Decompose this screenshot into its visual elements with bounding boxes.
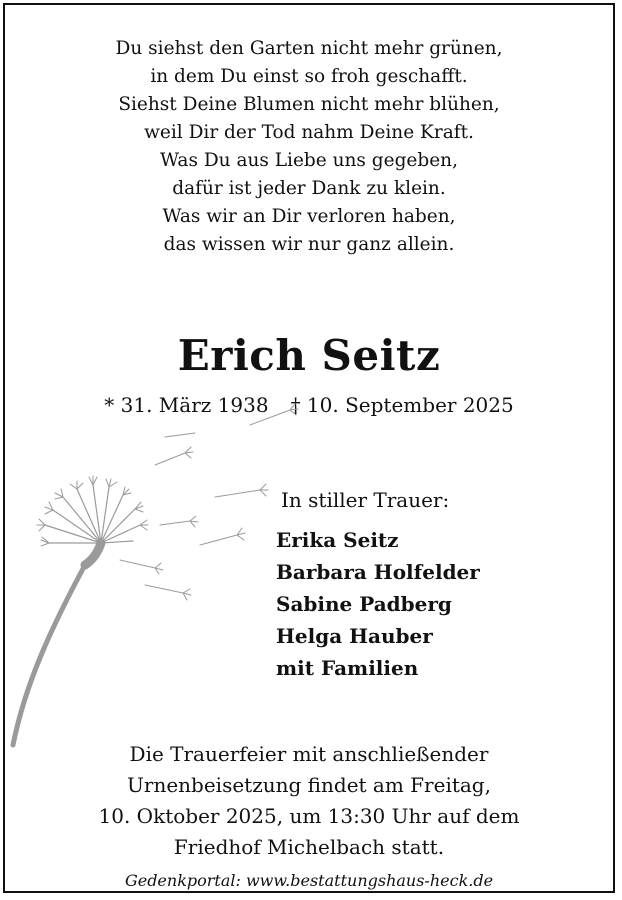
mourner-name: Sabine Padberg: [276, 592, 452, 616]
mourner-name: mit Familien: [276, 656, 419, 680]
poem-line: weil Dir der Tod nahm Deine Kraft.: [144, 122, 474, 143]
service-line: Urnenbeisetzung findet am Freitag,: [127, 773, 491, 797]
service-line: Friedhof Michelbach statt.: [173, 835, 445, 859]
mourner-name: Helga Hauber: [276, 624, 433, 648]
mourner-list: [276, 524, 480, 684]
obituary-notice: [3, 3, 615, 893]
poem-line: in dem Du einst so froh geschafft.: [150, 66, 468, 87]
mourner-name: Barbara Holfelder: [276, 560, 480, 584]
service-details: [5, 739, 613, 863]
service-line: Die Trauerfeier mit anschließender: [129, 742, 489, 766]
poem-line: das wissen wir nur ganz allein.: [163, 234, 455, 255]
deceased-name: Erich Seitz: [177, 331, 441, 380]
mourner-name: Erika Seitz: [276, 528, 399, 552]
poem: [5, 35, 613, 259]
mourning-heading: In stiller Trauer:: [281, 488, 450, 512]
poem-line: Siehst Deine Blumen nicht mehr blühen,: [118, 94, 500, 115]
birth-date: * 31. März 1938: [104, 393, 269, 417]
dandelion-illustration: [5, 385, 305, 755]
poem-line: dafür ist jeder Dank zu klein.: [172, 178, 446, 199]
death-date: † 10. September 2025: [290, 393, 514, 417]
poem-line: Du siehst den Garten nicht mehr grünen,: [115, 38, 503, 59]
poem-line: Was Du aus Liebe uns gegeben,: [160, 150, 458, 171]
memorial-portal-link: Gedenkportal: www.bestattungshaus-heck.de: [124, 871, 494, 890]
service-line: 10. Oktober 2025, um 13:30 Uhr auf dem: [98, 804, 520, 828]
poem-line: Was wir an Dir verloren haben,: [162, 206, 456, 227]
